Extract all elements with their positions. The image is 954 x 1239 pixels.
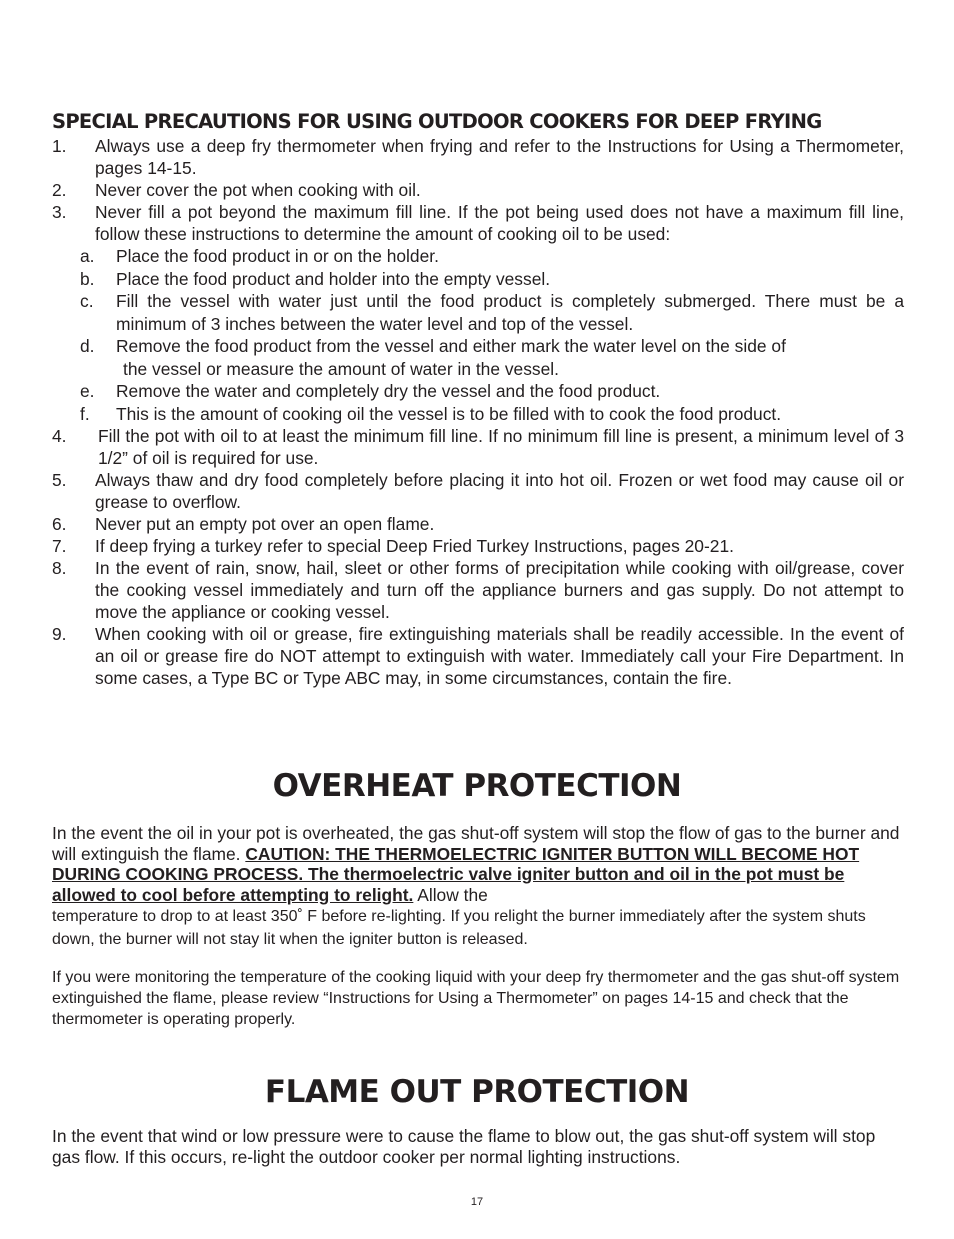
sub-item-letter: d.	[80, 336, 95, 356]
list-item	[52, 469, 904, 513]
sub-item-letter: f.	[80, 403, 90, 424]
sub-item-text: Fill the vessel with water just until the food product is completely submerged. There must be a minimum of 3 inches between the water level and top of the vessel.	[116, 291, 904, 334]
sub-list-item	[52, 245, 904, 268]
overheat-rest-text: temperature to drop to at least 350˚ F before re-lighting. If you relight the burner immediately after the system shuts down, the burner will not stay lit when the igniter button is released.	[52, 908, 866, 948]
item-number: 6.	[52, 514, 67, 534]
item-number: 5.	[52, 470, 67, 490]
allow-text: Allow the	[413, 884, 488, 905]
precautions-list	[52, 135, 904, 689]
overheat-intro-text: In the event the oil in your pot is overheated, the gas shut-off system will stop the flow of gas to the burner and will extinguish the flame.	[52, 823, 900, 864]
thermometer-review-paragraph: If you were monitoring the temperature of the cooking liquid with your deep fry thermometer and the gas shut-off system extinguished the flame, please review “Instructions for Using a Thermometer” on pages 14-15 and check that the thermometer is operating properly.	[52, 969, 900, 1028]
item-number: 1.	[52, 136, 67, 156]
list-item	[52, 135, 904, 179]
item-number: 3.	[52, 202, 67, 222]
page-number: 17	[470, 1196, 484, 1208]
sub-item-text: This is the amount of cooking oil the vessel is to be filled with to cook the food product.	[116, 403, 782, 424]
list-item	[52, 201, 904, 425]
item-text: Always thaw and dry food completely before placing it into hot oil. Frozen or wet food may cause oil or grease to overflow.	[95, 470, 904, 512]
item-number: 9.	[52, 624, 67, 644]
item-number: 4.	[52, 426, 67, 446]
sub-item-letter: c.	[80, 291, 94, 311]
sub-list-item	[52, 290, 904, 335]
sub-list-item	[52, 268, 904, 291]
item-text: Always use a deep fry thermometer when frying and refer to the Instructions for Using a Thermometer, pages 14-15.	[95, 136, 904, 178]
sub-item-letter: a.	[80, 246, 95, 266]
list-item	[52, 557, 904, 623]
sub-item-text: Remove the food product from the vessel and either mark the water level on the side of	[116, 336, 786, 356]
special-precautions-heading: SPECIAL PRECAUTIONS FOR USING OUTDOOR COOKERS FOR DEEP FRYING	[52, 110, 822, 133]
flame-out-protection-heading: FLAME OUT PROTECTION	[264, 1074, 690, 1110]
fill-instructions-sublist	[52, 245, 904, 425]
sub-item-letter: b.	[80, 268, 95, 289]
sub-item-letter: e.	[80, 381, 95, 401]
list-item	[52, 535, 904, 557]
item-number: 2.	[52, 180, 67, 200]
overheat-protection-heading: OVERHEAT PROTECTION	[272, 768, 682, 804]
item-text: In the event of rain, snow, hail, sleet or other forms of precipitation while cooking with oil/grease, cover the cooking vessel immediately and turn off the appliance burners and gas supply. Do not attempt to move the appliance or cooking vessel.	[95, 558, 904, 622]
item-text: Never cover the pot when cooking with oil.	[95, 180, 421, 200]
sub-item-text: Place the food product and holder into the empty vessel.	[116, 268, 551, 289]
item-text: If deep frying a turkey refer to special Deep Fried Turkey Instructions, pages 20-21.	[95, 536, 734, 556]
item-text: When cooking with oil or grease, fire extinguishing materials shall be readily accessible. In the event of an oil or grease fire do NOT attempt to extinguish with water. Immediately call your Fire Department. In some cases, a Type BC or Type ABC may, in some circumstances, contain the fire.	[95, 624, 904, 688]
sub-item-text: Place the food product in or on the holder.	[116, 246, 439, 266]
sub-list-item	[52, 380, 904, 403]
flame-out-paragraph: In the event that wind or low pressure were to cause the flame to blow out, the gas shut-off system will stop gas flow. If this occurs, re-light the outdoor cooker per normal lighting instructions.	[52, 1126, 876, 1167]
item-text: Never put an empty pot over an open flame.	[95, 514, 435, 534]
sub-list-item	[52, 335, 904, 380]
item-number: 8.	[52, 558, 67, 578]
list-item	[52, 425, 904, 469]
list-item	[52, 179, 904, 201]
sub-item-continuation: the vessel or measure the amount of water in the vessel.	[123, 358, 559, 379]
item-text: Never fill a pot beyond the maximum fill line. If the pot being used does not have a maximum fill line, follow these instructions to determine the amount of cooking oil to be used:	[95, 202, 904, 244]
overheat-paragraph	[52, 823, 902, 950]
sub-list-item	[52, 403, 904, 426]
sub-item-text: Remove the water and completely dry the vessel and the food product.	[116, 381, 661, 401]
list-item	[52, 623, 904, 689]
caution-text: CAUTION: THE THERMOELECTRIC IGNITER BUTTON WILL BECOME HOT DURING COOKING PROCESS. The thermoelectric valve igniter button and oil in the pot must be allowed to cool before attempting to relight.	[52, 843, 860, 905]
item-text: Fill the pot with oil to at least the minimum fill line. If no minimum fill line is present, a minimum level of 3 1/2” of oil is required for use.	[98, 426, 904, 468]
list-item	[52, 513, 904, 535]
item-number: 7.	[52, 536, 67, 556]
